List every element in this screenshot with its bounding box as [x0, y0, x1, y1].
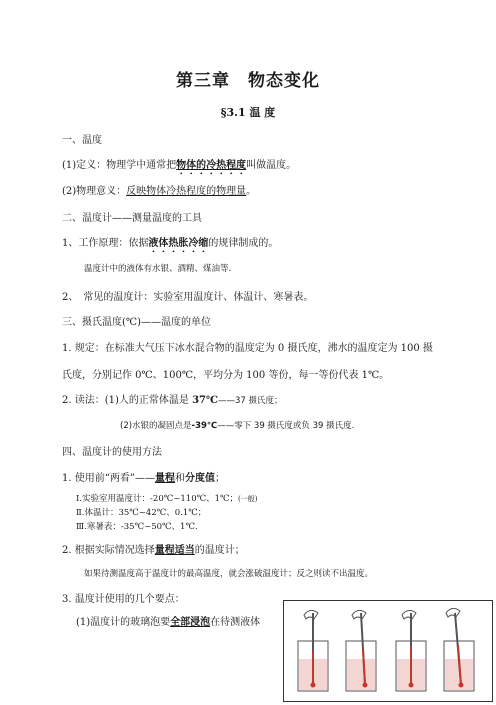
freezing-value: -39℃ — [191, 421, 218, 431]
points-heading: 3. 温度计使用的几个要点： — [62, 594, 185, 605]
reading-suffix: ——37 摄氏度； — [217, 396, 283, 406]
principle-prefix: 1、工作原理：依据 — [62, 238, 149, 249]
before-suffix: ； — [214, 473, 225, 484]
thermometer-illustration — [284, 601, 492, 701]
reading-line-1 — [62, 391, 283, 406]
warning-note: 如果待测温度高于温度计的最高温度，就会涨破温度计；反之则读不出温度。 — [84, 569, 374, 579]
principle-line — [62, 234, 278, 255]
meaning-line — [62, 182, 256, 197]
body-temp: 37℃ — [192, 395, 218, 406]
meaning-prefix: (2)物理意义： — [62, 186, 127, 197]
point-1 — [76, 613, 260, 628]
freezing-suffix: ——零下 39 摄氏度或负 39 摄氏度. — [217, 421, 355, 431]
thermometer-figure — [283, 600, 493, 702]
beaker-3 — [396, 610, 426, 691]
choose-key: 量程适当 — [154, 545, 195, 556]
range-weather: Ⅲ.寒暑表：-35℃~50℃、1℃. — [76, 522, 198, 532]
liquids-note: 温度计中的液体有水银、酒精、煤油等. — [84, 264, 232, 274]
meaning-suffix: 。 — [246, 186, 257, 197]
reading-line-2 — [120, 419, 354, 431]
before-use-line — [62, 469, 225, 484]
common-thermometers: 2、 常见的温度计：实验室用温度计、体温计、寒暑表。 — [62, 292, 314, 303]
point1-prefix: (1)温度计的玻璃泡要 — [76, 617, 171, 628]
heading-usage: 四、温度计的使用方法 — [62, 447, 162, 458]
point1-key: 全部浸泡 — [170, 617, 211, 628]
choose-suffix: 的温度计； — [194, 545, 245, 556]
choose-prefix: 2. 根据实际情况选择 — [62, 545, 155, 556]
rule-line-2: 氏度，分别记作 0℃、100℃，平均分为 100 等份，每一等份代表 1℃。 — [62, 370, 390, 381]
choose-line — [62, 541, 245, 556]
range-lab-text: Ⅰ.实验室用温度计：-20℃~110℃、1℃； — [76, 494, 239, 504]
heading-thermometer: 二、温度计——测量温度的工具 — [62, 213, 202, 224]
range-clinical: Ⅱ.体温计：35℃~42℃、0.1℃； — [76, 508, 207, 518]
beaker-2 — [346, 610, 376, 691]
chapter-title: 第三章 物态变化 — [176, 71, 320, 91]
heading-temperature: 一、温度 — [62, 135, 102, 146]
beaker-4 — [444, 608, 474, 691]
section-title: §3.1 温 度 — [220, 106, 276, 119]
principle-suffix: 的规律制成的。 — [208, 238, 279, 249]
before-prefix: 1. 使用前“两看”—— — [62, 473, 155, 484]
definition-line — [62, 156, 296, 177]
definition-key: 物体的冷热程度 — [176, 160, 247, 171]
principle-key: 液体热胀冷缩 — [148, 238, 209, 249]
heading-celsius: 三、摄氏温度(℃)——温度的单位 — [62, 317, 211, 328]
definition-suffix: 叫做温度。 — [246, 160, 297, 171]
rule-line-1: 1. 规定：在标准大气压下冰水混合物的温度定为 0 摄氏度，沸水的温度定为 100 摄 — [62, 343, 433, 354]
definition-prefix: (1)定义：物理学中通常把 — [62, 160, 177, 171]
range-key: 量程 — [154, 473, 175, 484]
beaker-1 — [298, 610, 328, 691]
range-lab — [76, 492, 258, 504]
point1-suffix: 在待测液体 — [210, 617, 261, 628]
before-and: 和 — [174, 473, 185, 484]
meaning-key: 反映物体冷热程度的物理量 — [126, 186, 247, 197]
freezing-prefix: (2)水银的凝固点是 — [120, 421, 192, 431]
range-lab-note: (一般) — [238, 495, 258, 503]
division-key: 分度值 — [184, 473, 215, 484]
reading-prefix: 2. 读法：(1)人的正常体温是 — [62, 395, 193, 406]
